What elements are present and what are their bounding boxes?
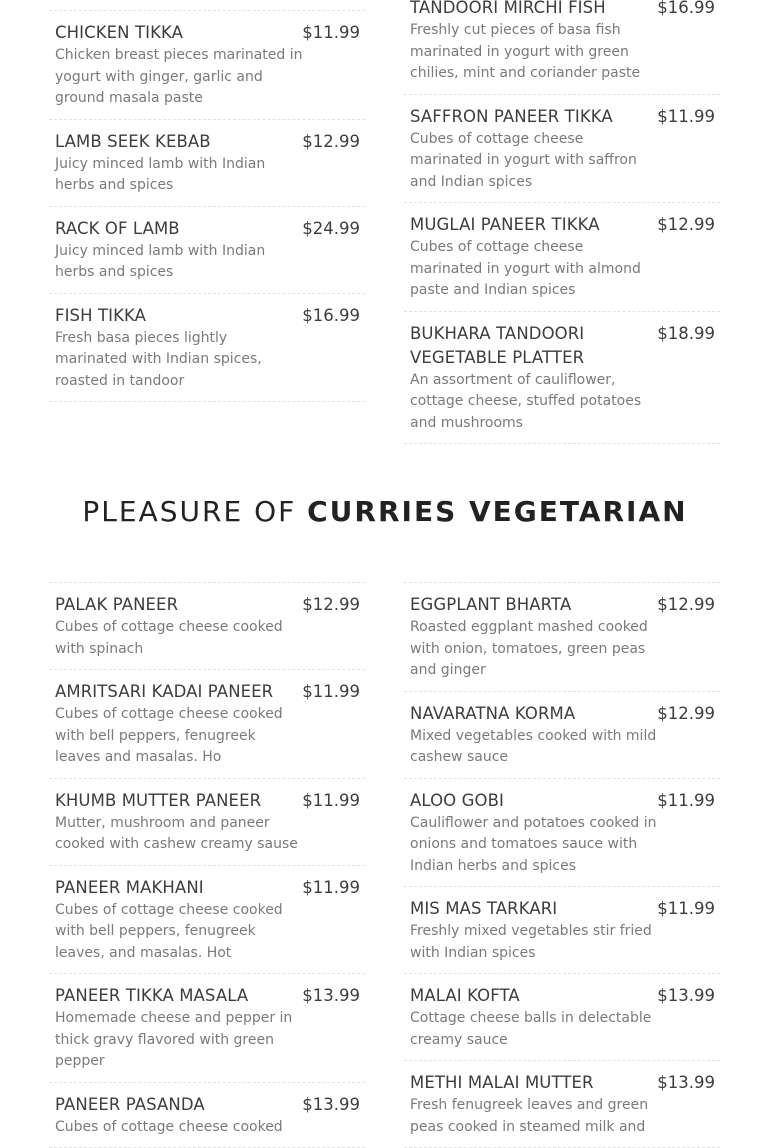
- menu-item-description: Freshly mixed vegetables stir fried with Indian spices: [410, 921, 658, 964]
- menu-item-price: $13.99: [302, 984, 360, 1008]
- menu-item-name: METHI MALAI MUTTER: [410, 1071, 650, 1095]
- menu-item-name: SAFFRON PANEER TIKKA: [410, 105, 650, 129]
- menu-item-price: $11.99: [302, 876, 360, 900]
- menu-item-price: $16.99: [657, 0, 715, 20]
- menu-item: [49, 207, 365, 294]
- menu-item-name: MIS MAS TARKARI: [410, 897, 650, 921]
- menu-item-name: PANEER PASANDA: [55, 1093, 295, 1117]
- menu-item-price: $12.99: [657, 213, 715, 237]
- menu-item-name: FISH TIKKA: [55, 304, 295, 328]
- menu-item: [49, 582, 365, 670]
- menu-item-price: $13.99: [657, 984, 715, 1008]
- menu-item-description: Juicy minced lamb with Indian herbs and spices: [55, 241, 303, 284]
- menu-item: [404, 887, 720, 974]
- menu-item: [404, 95, 720, 204]
- menu-item-description: Cubes of cottage cheese cooked: [55, 1117, 303, 1139]
- menu-item: [49, 670, 365, 779]
- menu-item-price: $11.99: [302, 789, 360, 813]
- menu-item-price: $13.99: [657, 1071, 715, 1095]
- menu-item-name: MALAI KOFTA: [410, 984, 650, 1008]
- menu-item-description: Cubes of cottage cheese cooked with bell peppers, fenugreek leaves, and masalas. Hot: [55, 900, 303, 965]
- section-heading: [0, 492, 770, 532]
- menu-item-description: Mixed vegetables cooked with mild cashew sauce: [410, 726, 658, 769]
- menu-item: [404, 692, 720, 779]
- top-right-menu-column: [404, 0, 720, 444]
- menu-item-name: MUGLAI PANEER TIKKA: [410, 213, 650, 237]
- menu-item-description: Juicy minced lamb with Indian herbs and spices: [55, 154, 303, 197]
- menu-item-description: An assortment of cauliflower, cottage cheese, stuffed potatoes and mushrooms: [410, 370, 658, 435]
- menu-item-price: $12.99: [302, 130, 360, 154]
- menu-item-description: Fresh fenugreek leaves and green peas cooked in steamed milk and: [410, 1095, 658, 1138]
- menu-item-description: Chicken breast pieces marinated in yogurt with ginger, garlic and ground masala paste: [55, 45, 303, 110]
- menu-item: [404, 974, 720, 1061]
- menu-item-price: $18.99: [657, 322, 715, 346]
- menu-item-description: Cottage cheese balls in delectable creamy sauce: [410, 1008, 658, 1051]
- menu-item: [404, 582, 720, 692]
- menu-item-name: CHICKEN TIKKA: [55, 21, 295, 45]
- menu-item-price: $16.99: [302, 304, 360, 328]
- menu-item-name: LAMB SEEK KEBAB: [55, 130, 295, 154]
- menu-item-name: AMRITSARI KADAI PANEER: [55, 680, 295, 704]
- menu-item-price: $11.99: [302, 680, 360, 704]
- menu-item: [404, 0, 720, 95]
- top-left-menu-column: [49, 10, 365, 402]
- menu-item-description: Freshly cut pieces of basa fish marinated in yogurt with green chilies, mint and coriander paste: [410, 20, 658, 85]
- menu-item-price: $12.99: [302, 593, 360, 617]
- menu-item-name: KHUMB MUTTER PANEER: [55, 789, 295, 813]
- menu-item-name: ALOO GOBI: [410, 789, 650, 813]
- menu-item-description: Mutter, mushroom and paneer cooked with cashew creamy sause: [55, 813, 303, 856]
- menu-item-name: TANDOORI MIRCHI FISH: [410, 0, 650, 20]
- menu-item-description: Cubes of cottage cheese cooked with spinach: [55, 617, 303, 660]
- menu-item-price: $12.99: [657, 593, 715, 617]
- menu-item: [49, 120, 365, 207]
- menu-item: [404, 1061, 720, 1148]
- section-heading-bold: CURRIES VEGETARIAN: [307, 495, 687, 528]
- menu-item: [49, 10, 365, 120]
- menu-item: [404, 312, 720, 445]
- menu-item: [49, 974, 365, 1083]
- menu-item-name: PANEER MAKHANI: [55, 876, 295, 900]
- menu-item-description: Fresh basa pieces lightly marinated with Indian spices, roasted in tandoor: [55, 328, 303, 393]
- menu-item-price: $11.99: [302, 21, 360, 45]
- menu-item: [49, 779, 365, 866]
- menu-item-price: $12.99: [657, 702, 715, 726]
- menu-item-price: $11.99: [657, 789, 715, 813]
- menu-item-description: Cubes of cottage cheese cooked with bell peppers, fenugreek leaves and masalas. Ho: [55, 704, 303, 769]
- menu-item-name: PANEER TIKKA MASALA: [55, 984, 295, 1008]
- menu-item-name: RACK OF LAMB: [55, 217, 295, 241]
- menu-item-price: $11.99: [657, 897, 715, 921]
- menu-item-description: Cubes of cottage cheese marinated in yogurt with almond paste and Indian spices: [410, 237, 658, 302]
- menu-item-name: BUKHARA TANDOORI VEGETABLE PLATTER: [410, 322, 650, 370]
- menu-item-description: Roasted eggplant mashed cooked with onion, tomatoes, green peas and ginger: [410, 617, 658, 682]
- menu-item: [49, 294, 365, 403]
- menu-item: [49, 866, 365, 975]
- menu-item-price: $13.99: [302, 1093, 360, 1117]
- menu-item-description: Homemade cheese and pepper in thick gravy flavored with green pepper: [55, 1008, 303, 1073]
- menu-item-name: EGGPLANT BHARTA: [410, 593, 650, 617]
- section-heading-light: PLEASURE OF: [82, 495, 307, 528]
- menu-item-name: NAVARATNA KORMA: [410, 702, 650, 726]
- menu-item: [404, 203, 720, 312]
- menu-item-description: Cubes of cottage cheese marinated in yogurt with saffron and Indian spices: [410, 129, 658, 194]
- vegetarian-right-column: [404, 582, 720, 1148]
- menu-item-name: PALAK PANEER: [55, 593, 295, 617]
- menu-item: [404, 779, 720, 888]
- menu-item-price: $24.99: [302, 217, 360, 241]
- menu-item-description: Cauliflower and potatoes cooked in onions and tomatoes sauce with Indian herbs and spices: [410, 813, 658, 878]
- vegetarian-left-column: [49, 582, 365, 1148]
- menu-item-price: $11.99: [657, 105, 715, 129]
- menu-item: [49, 1083, 365, 1148]
